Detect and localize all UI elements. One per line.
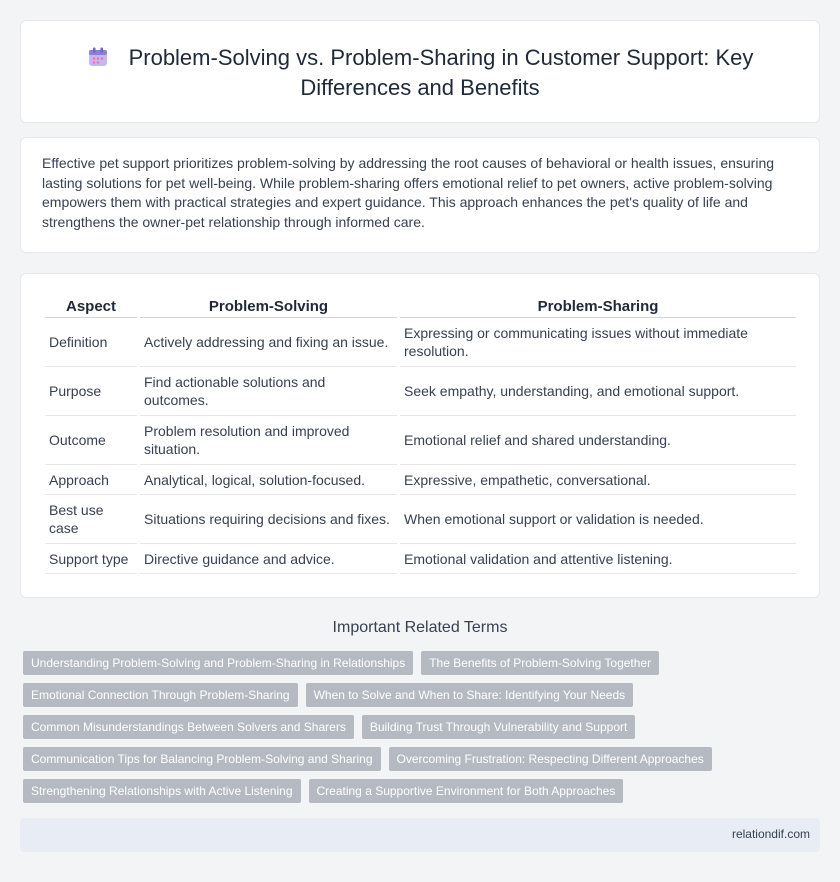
- table-row: [45, 416, 796, 465]
- table-cell: Problem resolution and improved situation.: [140, 416, 397, 465]
- table-cell: Expressive, empathetic, conversational.: [400, 465, 796, 495]
- related-term-link[interactable]: When to Solve and When to Share: Identifying Your Needs: [306, 683, 634, 707]
- related-terms-list: [23, 651, 813, 811]
- table-row: [45, 495, 796, 544]
- calendar-icon: [87, 46, 109, 68]
- table-cell: Best use case: [45, 495, 137, 544]
- table-cell: Analytical, logical, solution-focused.: [140, 465, 397, 495]
- related-terms-title: Important Related Terms: [332, 619, 508, 636]
- comparison-table: [42, 296, 799, 574]
- table-cell: When emotional support or validation is needed.: [400, 495, 796, 544]
- comparison-card: [20, 273, 820, 598]
- table-cell: Seek empathy, understanding, and emotional support.: [400, 367, 796, 416]
- table-row: [45, 465, 796, 495]
- table-cell: Situations requiring decisions and fixes.: [140, 495, 397, 544]
- footer-site-link[interactable]: relationdif.com: [731, 827, 810, 841]
- page-title: [21, 43, 819, 103]
- table-row: [45, 318, 796, 367]
- column-header-problem-solving: Problem-Solving: [140, 296, 397, 318]
- table-row: [45, 367, 796, 416]
- table-cell: Actively addressing and fixing an issue.: [140, 318, 397, 367]
- related-term-link[interactable]: Communication Tips for Balancing Problem-Solving and Sharing: [23, 747, 381, 771]
- table-cell: Outcome: [45, 416, 137, 465]
- header-card: [20, 20, 820, 123]
- related-term-link[interactable]: Overcoming Frustration: Respecting Different Approaches: [389, 747, 712, 771]
- table-cell: Emotional validation and attentive listening.: [400, 544, 796, 574]
- related-term-link[interactable]: Understanding Problem-Solving and Problem-Sharing in Relationships: [23, 651, 413, 675]
- intro-card: [20, 137, 820, 253]
- related-term-link[interactable]: Creating a Supportive Environment for Both Approaches: [309, 779, 624, 803]
- related-term-link[interactable]: The Benefits of Problem-Solving Together: [421, 651, 659, 675]
- related-term-link[interactable]: Common Misunderstandings Between Solvers and Sharers: [23, 715, 354, 739]
- table-cell: Support type: [45, 544, 137, 574]
- table-cell: Approach: [45, 465, 137, 495]
- column-header-problem-sharing: Problem-Sharing: [400, 296, 796, 318]
- table-cell: Purpose: [45, 367, 137, 416]
- table-cell: Expressing or communicating issues without immediate resolution.: [400, 318, 796, 367]
- footer-bar: [20, 818, 820, 852]
- related-term-link[interactable]: Strengthening Relationships with Active Listening: [23, 779, 301, 803]
- table-cell: Find actionable solutions and outcomes.: [140, 367, 397, 416]
- page-title-text: Problem-Solving vs. Problem-Sharing in Customer Support: Key Differences and Benefits: [128, 45, 754, 100]
- table-cell: Directive guidance and advice.: [140, 544, 397, 574]
- table-header-row: [45, 296, 796, 318]
- table-cell: Definition: [45, 318, 137, 367]
- table-cell: Emotional relief and shared understanding.: [400, 416, 796, 465]
- related-term-link[interactable]: Emotional Connection Through Problem-Sharing: [23, 683, 298, 707]
- column-header-aspect: Aspect: [45, 296, 137, 318]
- intro-paragraph: Effective pet support prioritizes problem-solving by addressing the root causes of behavioral or health issues, ensuring lasting solutions for pet well-being. While problem-sharing offers emotional relief to pet owners, active problem-solving empowers them with practical strategies and expert guidance. This approach enhances the pet's quality of life and strengthens the owner-pet relationship through informed care.: [42, 155, 775, 230]
- related-term-link[interactable]: Building Trust Through Vulnerability and Support: [362, 715, 636, 739]
- table-row: [45, 544, 796, 574]
